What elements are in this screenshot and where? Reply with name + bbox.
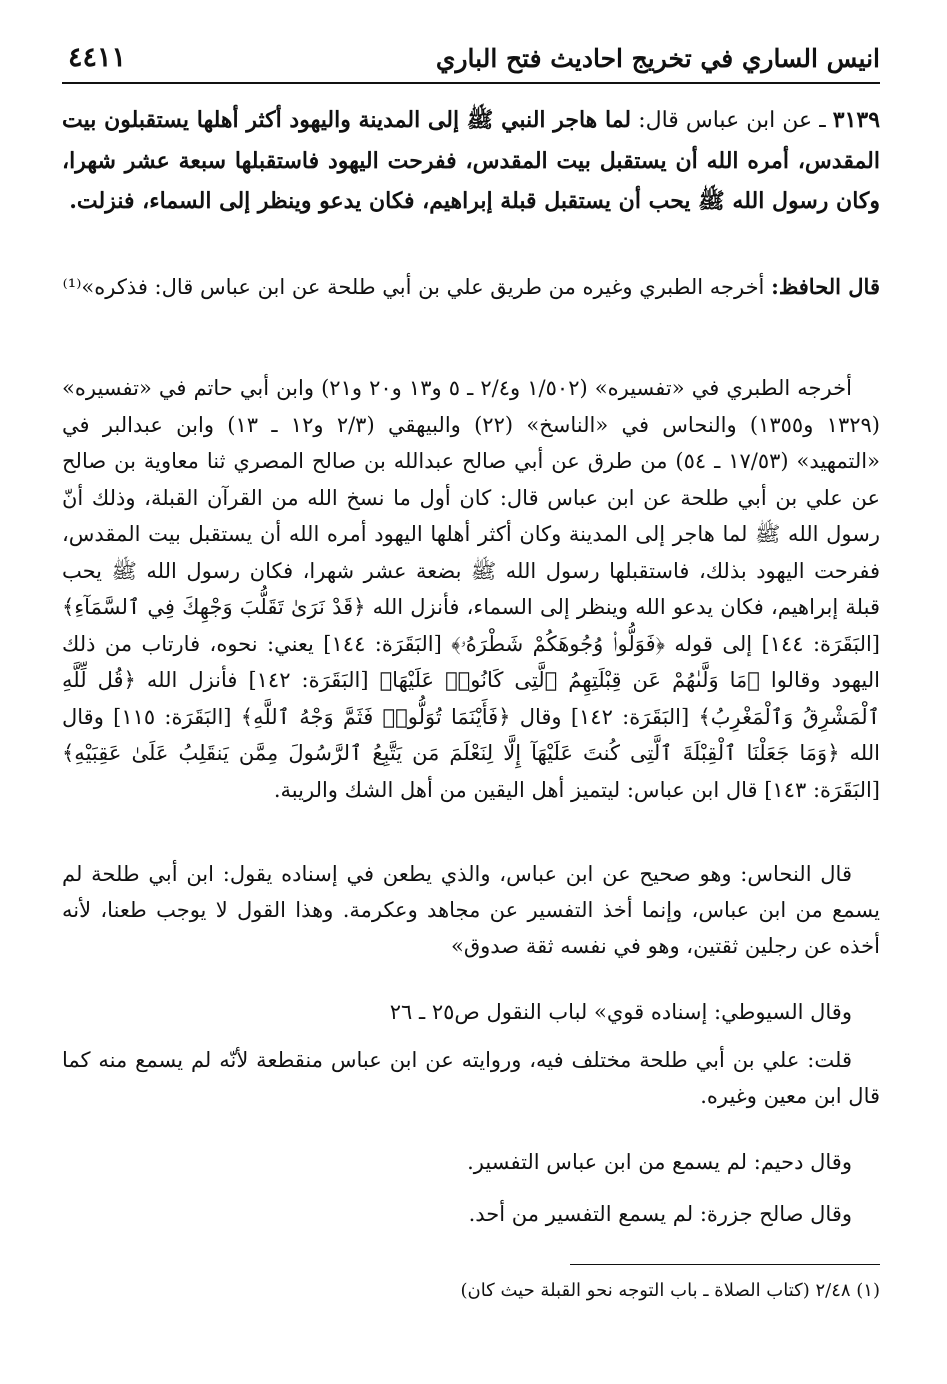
hadith-lead: ـ عن ابن عباس قال:	[631, 108, 833, 133]
duhaym-paragraph: وقال دحيم: لم يسمع من ابن عباس التفسير.	[467, 1150, 852, 1174]
hadith-text: لما هاجر النبي ﷺ إلى المدينة واليهود أكثر أهلها يستقبلون بيت المقدس، أمره الله أن يستقبل بيت المقدس، ففرحت اليهود فاستقبلها سبعة عشر شهرا، وكان رسول الله ﷺ يحب أن يستقبل قبلة إبراهيم، فكان يدعو وينظر إلى السماء، فنزلت.	[62, 107, 880, 214]
qultu-paragraph: قلت: علي بن أبي طلحة مختلف فيه، وروايته عن ابن عباس منقطعة لأنّه لم يسمع منه كما قال ابن معين وغيره.	[62, 1048, 880, 1108]
hafiz-label: قال الحافظ:	[771, 274, 880, 299]
hadith-paragraph	[62, 100, 880, 221]
hafiz-paragraph	[62, 270, 880, 304]
nahhas-paragraph: قال النحاس: وهو صحيح عن ابن عباس، والذي يطعن في إسناده يقول: ابن أبي طلحة لم يسمع من ابن عباس، وإنما أخذ التفسير عن مجاهد وعكرمة. وهذا القول لا يوجب طعنا، لأنه أخذه عن رجلين ثقتين، وهو في نفسه ثقة صدوق»	[62, 862, 880, 958]
hafiz-text: أخرجه الطبري وغيره من طريق علي بن أبي طلحة عن ابن عباس قال: فذكره»⁽¹⁾	[62, 275, 772, 299]
takhrij-paragraph: أخرجه الطبري في «تفسيره» (١/٥٠٢ و٢/٤ ـ ٥ و١٣ و٢٠ و٢١) وابن أبي حاتم في «تفسيره» (١٣٢٩ و١٣٥٥) والنحاس في «الناسخ» (٢٢) والبيهقي (٢/٣ و١٢ ـ ١٣) وابن عبدالبر في «التمهيد» (١٧/٥٣ ـ ٥٤) من طرق عن أبي صالح عبدالله بن صالح المصري ثنا معاوية بن صالح عن علي بن أبي طلحة عن ابن عباس قال: كان أول ما نسخ الله من القرآن القبلة، وذلك أنّ رسول الله ﷺ لما هاجر إلى المدينة وكان أكثر أهلها اليهود أمره الله أن يستقبل بيت المقدس، ففرحت اليهود بذلك، فاستقبلها رسول الله ﷺ بضعة عشر شهرا، فكان رسول الله ﷺ يحب قبلة إبراهيم، فكان يدعو الله وينظر إلى السماء، فأنزل الله ﴿قَدْ نَرَىٰ تَقَلُّبَ وَجْهِكَ فِي ٱلسَّمَآءِ﴾ [البَقَرَة: ١٤٤] إلى قوله ﴿فَوَلُّوا۟ وُجُوهَكُمْ شَطْرَهُۥ﴾ [البَقَرَة: ١٤٤] يعني: نحوه، فارتاب من ذلك اليهود وقالوا ﴿مَا وَلَّىٰهُمْ عَن قِبْلَتِهِمُ ٱلَّتِى كَانُوا۟ عَلَيْهَا﴾ [البَقَرَة: ١٤٢] فأنزل الله ﴿قُل لِّلَّهِ ٱلْمَشْرِقُ وَٱلْمَغْرِبُ﴾ [البَقَرَة: ١٤٢] وقال ﴿فَأَيْنَمَا تُوَلُّوا۟ فَثَمَّ وَجْهُ ٱللَّهِ﴾ [البَقَرَة: ١١٥] وقال الله ﴿وَمَا جَعَلْنَا ٱلْقِبْلَةَ ٱلَّتِى كُنتَ عَلَيْهَآ إِلَّا لِنَعْلَمَ مَن يَتَّبِعُ ٱلرَّسُولَ مِمَّن يَنقَلِبُ عَلَىٰ عَقِبَيْهِ﴾ [البَقَرَة: ١٤٣] قال ابن عباس: ليتميز أهل اليقين من أهل الشك والريبة.	[62, 376, 881, 802]
suyuti-paragraph: وقال السيوطي: إسناده قوي» لباب النقول ص٢٥ ـ ٢٦	[389, 1000, 852, 1024]
footnote-rule	[570, 1264, 880, 1265]
saleh-paragraph: وقال صالح جزرة: لم يسمع التفسير من أحد.	[468, 1202, 852, 1226]
page-header	[62, 38, 880, 78]
header-rule	[62, 82, 880, 84]
hadith-number: ٣١٣٩	[832, 107, 881, 133]
book-title: انيس الساري في تخريج احاديث فتح الباري	[435, 44, 880, 73]
page-number: ٤٤١١	[68, 42, 127, 73]
footnote: (١) ٢/٤٨ (كتاب الصلاة ـ باب التوجه نحو القبلة حيث كان)	[460, 1280, 880, 1301]
